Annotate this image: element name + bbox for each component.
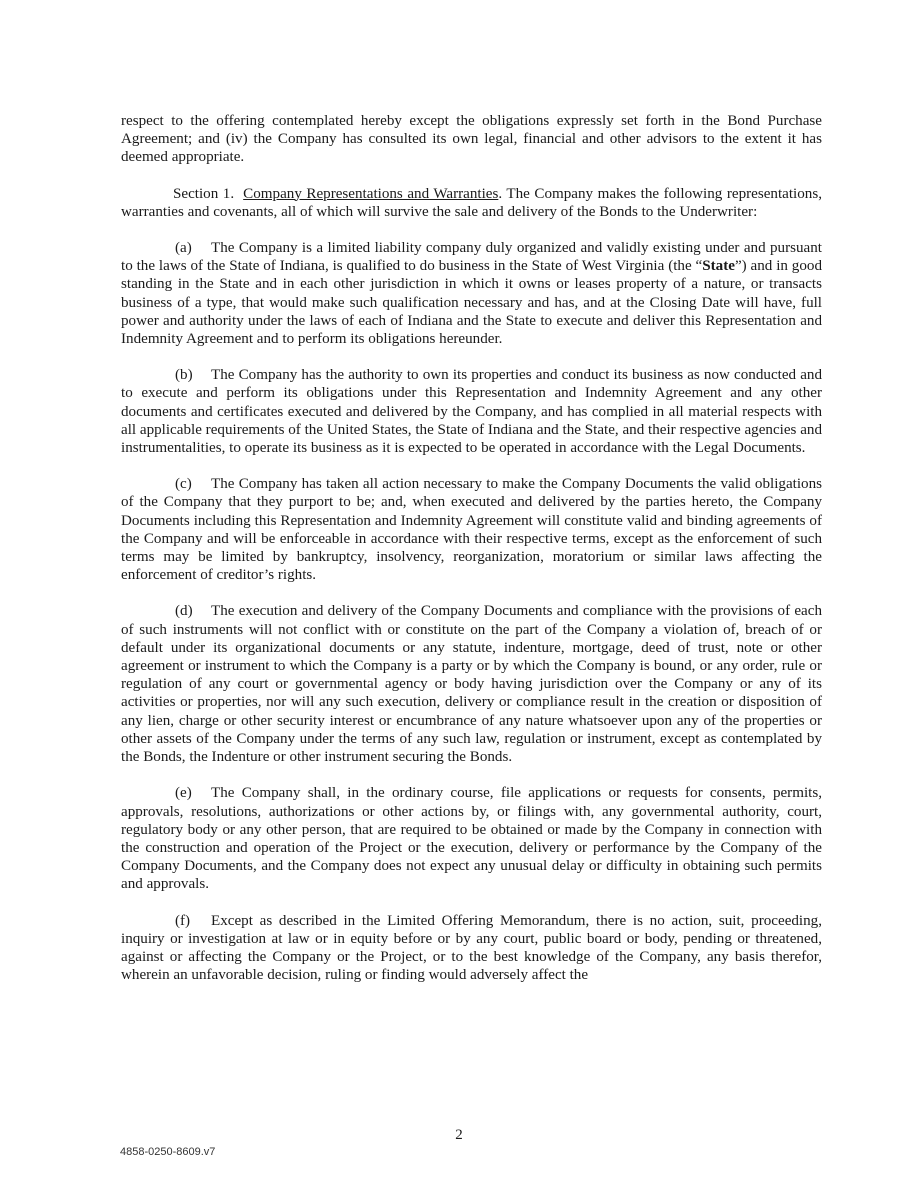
item-f-label: (f) xyxy=(175,912,191,929)
item-c-paragraph xyxy=(121,475,822,584)
item-b-label: (b) xyxy=(175,367,193,384)
document-body xyxy=(121,112,822,1002)
section-text: . The Company makes the following representations, warranties and covenants, all of which will survive the sale and delivery of the Bonds to the Underwriter: xyxy=(121,185,822,220)
section-1-paragraph xyxy=(121,185,822,221)
item-a-paragraph xyxy=(121,239,822,348)
item-d-label: (d) xyxy=(175,603,193,620)
item-b-paragraph xyxy=(121,366,822,457)
page-number: 2 xyxy=(455,1127,463,1143)
item-c-text: The Company has taken all action necessary to make the Company Documents the valid obligations of the Company that they purport to be; and, when executed and delivered by the parties hereto, the Company Documents including this Representation and Indemnity Agreement will constitute valid and binding agreements of the Company and will be enforceable in accordance with their respective terms, except as the enforcement of such terms may be limited by bankruptcy, insolvency, reorganization, moratorium or similar laws affecting the enforcement of creditor’s rights. xyxy=(121,476,822,584)
item-a-label: (a) xyxy=(175,240,192,257)
item-e-label: (e) xyxy=(175,785,192,802)
section-title: Company Representations and Warranties xyxy=(243,185,499,202)
item-e-paragraph xyxy=(121,784,822,893)
item-d-paragraph xyxy=(121,602,822,766)
item-e-text: The Company shall, in the ordinary course, file applications or requests for consents, permits, approvals, resolutions, authorizations or other actions by, or filings with, any governmental authority, court, regulatory body or any other person, that are required to be obtained or made by the Company in connection with the construction and operation of the Project or the execution, delivery or performance by the Company of the Company Documents, and the Company does not expect any unusual delay or difficulty in obtaining such permits and approvals. xyxy=(121,785,822,893)
item-f-text: Except as described in the Limited Offering Memorandum, there is no action, suit, proceeding, inquiry or investigation at law or in equity before or by any court, public board or body, pending or threatened, against or affecting the Company or the Project, or to the best knowledge of the Company, any basis therefor, wherein an unfavorable decision, ruling or finding would adversely affect the xyxy=(121,912,822,984)
item-a-text-after: ”) and in good standing in the State and in each other jurisdiction in which it owns or leases property of a nature, or transacts business of a type, that would make such qualification necessary and has, and at the Closing Date will have, full power and authority under the laws of each of Indiana and the State to execute and deliver this Representation and Indemnity Agreement and to perform its obligations hereunder. xyxy=(121,258,822,348)
item-b-text: The Company has the authority to own its properties and conduct its business as now conducted and to execute and perform its obligations under this Representation and Indemnity Agreement and any other documents and certificates executed and delivered by the Company, and has complied in all material respects with all applicable requirements of the United States, the State of Indiana and the State, and their respective agencies and instrumentalities, to operate its business as it is expected to be operated in accordance with the Legal Documents. xyxy=(121,367,822,457)
item-d-text: The execution and delivery of the Company Documents and compliance with the provisions of each of such instruments will not conflict with or constitute on the part of the Company a violation of, breach of or default under its organizational documents or any statute, indenture, mortgage, deed of trust, note or other agreement or instrument to which the Company is a party or by which the Company is bound, or any order, rule or regulation of any court or governmental agency or body having jurisdiction over the Company or any of its activities or properties, nor will any such execution, delivery or compliance result in the creation or disposition of any lien, charge or other security interest or encumbrance of any nature whatsoever upon any of the properties or other assets of the Company under the terms of any such law, regulation or instrument, except as contemplated by the Bonds, the Indenture or other instrument securing the Bonds. xyxy=(121,603,822,766)
document-id: 4858-0250-8609.v7 xyxy=(120,1146,216,1158)
intro-paragraph: respect to the offering contemplated hereby except the obligations expressly set forth in the Bond Purchase Agreement; and (iv) the Company has consulted its own legal, financial and other advisors to the extent it has deemed appropriate. xyxy=(121,113,822,166)
item-a-text-before: The Company is a limited liability company duly organized and validly existing under and pursuant to the laws of the State of Indiana, is qualified to do business in the State of West Virginia (the “ xyxy=(121,240,822,275)
section-number: Section 1. xyxy=(173,185,235,202)
item-f-paragraph xyxy=(121,912,822,985)
item-c-label: (c) xyxy=(175,476,192,493)
item-a-defined-term: State xyxy=(702,258,735,275)
